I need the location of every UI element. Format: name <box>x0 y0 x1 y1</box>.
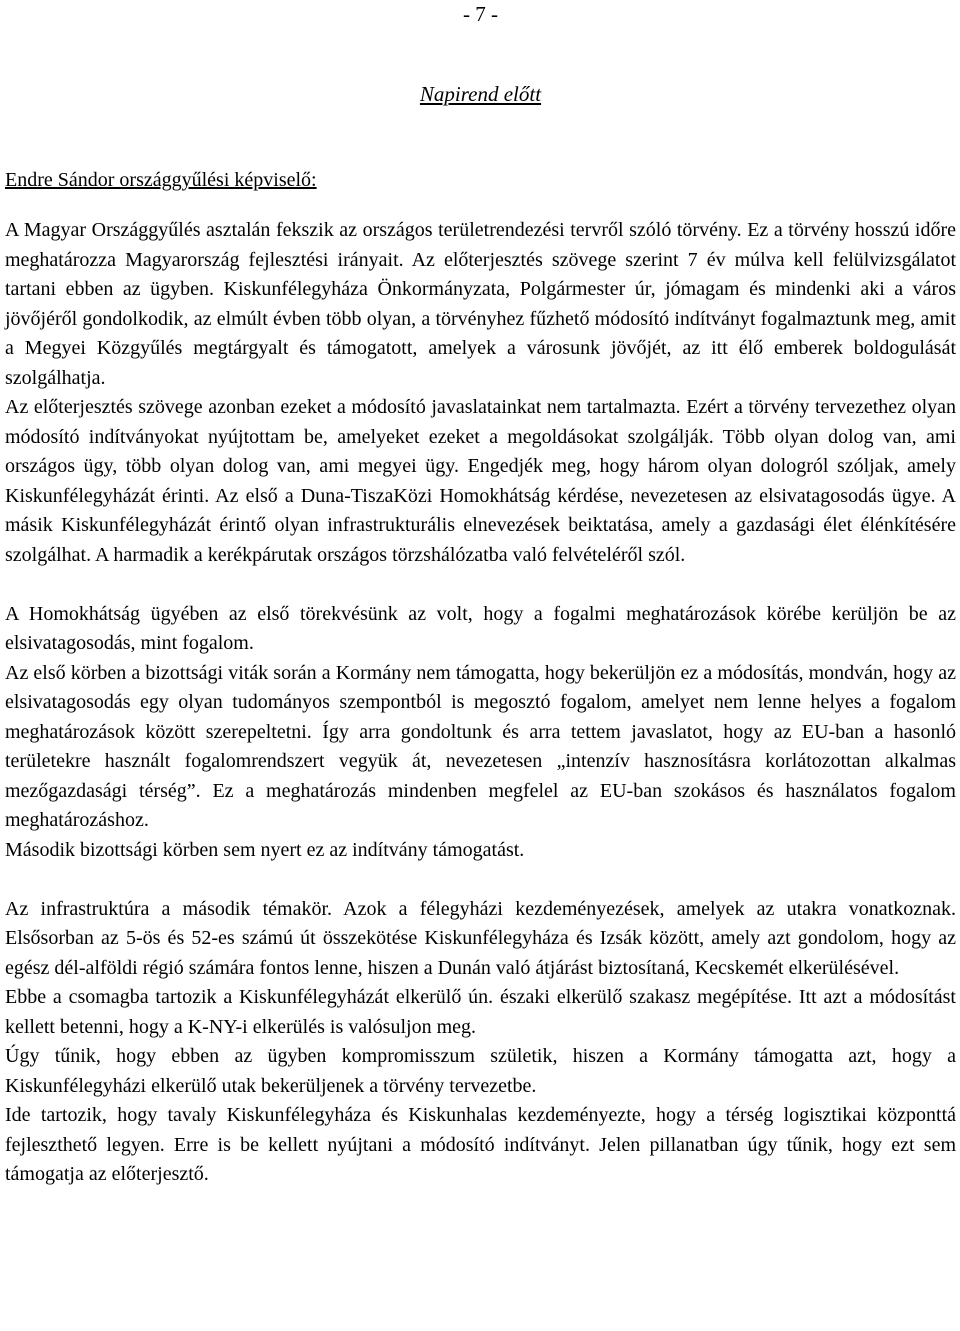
paragraph: Az infrastruktúra a második témakör. Azok a félegyházi kezdeményezések, amelyek az utakra vonatkoznak. Elsősorban az 5-ös és 52-es számú út összekötése Kiskunfélegyháza és Izsák között, amely azt gondolom, hogy az egész dél-alföldi régió számára fontos lenne, hiszen a Dunán való átjárást biztosítaná, Kecskemét elkerülésével. <box>5 897 956 979</box>
speech-body <box>5 216 956 1190</box>
page-number: - 7 - <box>463 2 498 26</box>
paragraph: Az előterjesztés szövege azonban ezeket a módosító javaslatainkat nem tartalmazta. Ezért a törvény tervezethez olyan módosító indítványokat nyújtottam be, amelyeket ezeket a megoldásokat szolgálják. Több olyan dolog van, ami országos ügy, több olyan dolog van, ami megyei ügy. Engedjék meg, hogy három olyan dologról szóljak, amely Kiskunfélegyházát érinti. Az első a Duna-TiszaKözi Homokhátság kérdése, nevezetesen az elsivatagosodás ügye. A másik Kiskunfélegyházát érintő olyan infrastrukturális elnevezések beiktatása, amely a gazdasági élet élénkítésére szolgálhat. A harmadik a kerékpárutak országos törzshálózatba való felvételéről szól. <box>5 396 956 566</box>
paragraph-spacer <box>5 865 956 895</box>
paragraph: A Magyar Országgyűlés asztalán fekszik az országos területrendezési tervről szóló törvény. Ez a törvény hosszú időre meghatározza Magyarország fejlesztési irányait. Az előterjesztés szövege szerint 7 év múlva kell felülvizsgálatot tartani ebben az ügyben. Kiskunfélegyháza Önkormányzata, Polgármester úr, jómagam és mindenki aki a város jövőjéről gondolkodik, az elmúlt évben több olyan, a törvényhez fűzhető módosító indítványt fogalmaztunk meg, amit a Megyei Közgyűlés megtárgyalt és támogatott, amelyek a városunk jövőjét, az itt élő emberek boldogulását szolgálhatja. <box>5 219 956 389</box>
speaker-heading: Endre Sándor országgyűlési képviselő: <box>5 169 317 191</box>
paragraph: Második bizottsági körben sem nyert ez az indítvány támogatást. <box>5 838 525 861</box>
paragraph: Úgy tűnik, hogy ebben az ügyben kompromisszum születik, hiszen a Kormány támogatta azt, hogy a Kiskunfélegyházi elkerülő utak bekerüljenek a törvény tervezetbe. <box>5 1045 956 1097</box>
paragraph-spacer <box>5 570 956 600</box>
section-title: Napirend előtt <box>419 82 542 106</box>
paragraph: A Homokhátság ügyében az első törekvésünk az volt, hogy a fogalmi meghatározások körébe kerüljön be az elsivatagosodás, mint fogalom. <box>5 602 956 654</box>
paragraph: Az első körben a bizottsági viták során a Kormány nem támogatta, hogy bekerüljön ez a módosítás, mondván, hogy az elsivatagosodás egy olyan tudományos szempontból is megosztó fogalom, amelyet nem lenne helyes a fogalom meghatározások között szerepeltetni. Így arra gondoltunk és arra tettem javaslatot, hogy az EU-ban a hasonló területekre használt fogalomrendszert vegyük át, nevezetesen „intenzív hasznosításra korlátozottan alkalmas mezőgazdasági térség”. Ez a meghatározás mindenben megfelel az EU-ban szokásos és használatos fogalom meghatározáshoz. <box>5 661 956 831</box>
paragraph: Ebbe a csomagba tartozik a Kiskunfélegyházát elkerülő ún. északi elkerülő szakasz megépítése. Itt azt a módosítást kellett betenni, hogy a K-NY-i elkerülés is valósuljon meg. <box>5 986 956 1038</box>
paragraph: Ide tartozik, hogy tavaly Kiskunfélegyháza és Kiskunhalas kezdeményezte, hogy a térség logisztikai központtá fejleszthető legyen. Erre is be kellett nyújtani a módosító indítványt. Jelen pillanatban úgy tűnik, hogy ezt sem támogatja az előterjesztő. <box>5 1104 956 1185</box>
